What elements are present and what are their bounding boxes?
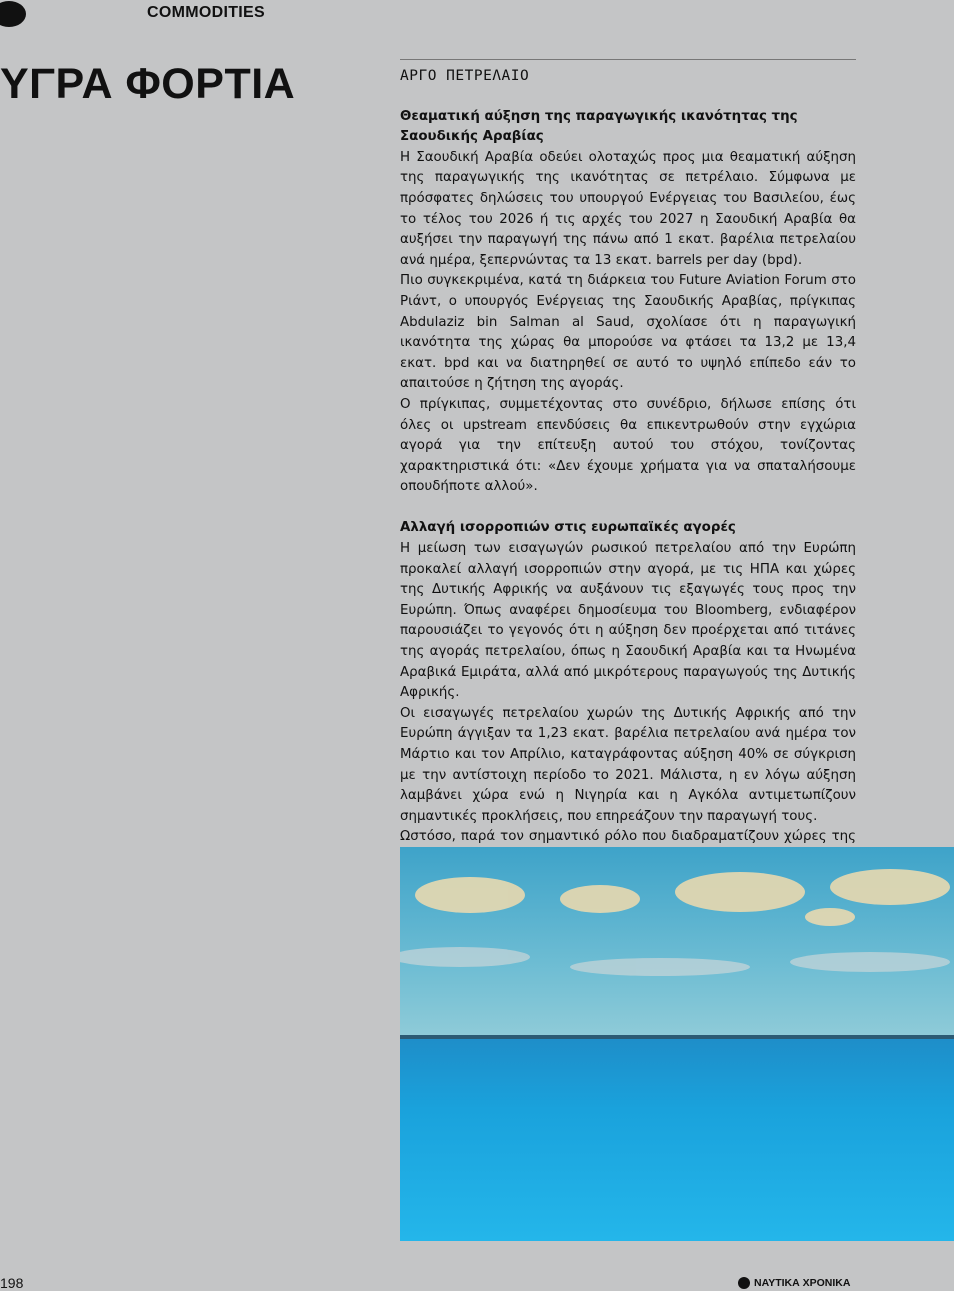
page-number: 198 (0, 1275, 24, 1291)
sea-photo (400, 847, 954, 1241)
divider (400, 59, 856, 60)
article-paragraph: Πιο συγκεκριμένα, κατά τη διάρκεια του Future Aviation Forum στο Ριάντ, ο υπουργός Ενέργειας της Σαουδικής Αραβίας, πρίγκιπας Abdulaziz bin Salman al Saud, σχολίασε ότι η παραγωγική ικανότητα της χώρας θα μπορούσε να φτάσει τα 13,2 με 13,4 εκατ. bpd και να διατηρηθεί σε αυτό το υψηλό επίπεδο εάν το απαιτούσε η ζήτηση της αγοράς. (400, 273, 856, 392)
article-subhead: Αλλαγή ισορροπιών στις ευρωπαϊκές αγορές (400, 520, 736, 536)
article-subhead: Θεαματική αύξηση της παραγωγικής ικανότητας της Σαουδικής Αραβίας (400, 108, 798, 145)
article-paragraph: Ωστόσο, παρά τον σημαντικό ρόλο που διαδραματίζουν χώρες της (400, 829, 856, 845)
article-paragraph: Ο πρίγκιπας, συμμετέχοντας στο συνέδριο, δήλωσε επίσης ότι όλες οι upstream επενδύσεις θα επικεντρωθούν στην εγχώρια αγορά για την επίτευξη αυτού του στόχου, τονίζοντας χαρακτηριστικά ότι: «Δεν έχουμε χρήματα για να σπαταλήσουμε οπουδήποτε αλλού». (400, 396, 856, 495)
brand-logo-icon (738, 1277, 750, 1289)
article-paragraph: Η Σαουδική Αραβία οδεύει ολοταχώς προς μια θεαματική αύξηση της παραγωγικής της ικανότητας σε πετρέλαιο. Σύμφωνα με πρόσφατες δηλώσεις του υπουργού Ενέργειας του Βασιλείου, έως το τέλος του 2026 ή τις αρχές του 2027 η Σαουδική Αραβία θα αυξήσει την παραγωγή της πάνω από 1 εκατ. βαρέλια πετρελαίου ανά ημέρα, ξεπερνώντας τα 13 εκατ. barrels per day (bpd). (400, 149, 856, 268)
footer-brand-name: ΝΑΥΤΙΚΑ ΧΡΟΝΙΚΑ (754, 1277, 851, 1289)
article-kicker: ΑΡΓΟ ΠΕΤΡΕΛΑΙΟ (400, 68, 530, 84)
section-label: COMMODITIES (147, 4, 265, 21)
article-body (400, 66, 856, 869)
page-title: ΥΓΡΑ ΦΟΡΤΙΑ (0, 60, 296, 108)
article-paragraph: Η μείωση των εισαγωγών ρωσικού πετρελαίου από την Ευρώπη προκαλεί αλλαγή ισορροπιών στην αγορά, με τις ΗΠΑ και χώρες της Δυτικής Αφρικής να αυξάνουν τις εξαγωγές τους προς την Ευρώπη. Όπως αναφέρει δημοσίευμα του Bloomberg, ενδιαφέρον παρουσιάζει το γεγονός ότι η αύξηση δεν προέρχεται από τιτάνες της αγοράς πετρελαίου, όπως η Σαουδική Αραβία και τα Ηνωμένα Αραβικά Εμιράτα, αλλά από μικρότερους παραγωγούς της Δυτικής Αφρικής. (400, 541, 856, 701)
footer-brand (738, 1277, 850, 1289)
article-paragraph: Οι εισαγωγές πετρελαίου χωρών της Δυτικής Αφρικής από την Ευρώπη άγγιξαν τα 1,23 εκατ. βαρέλια πετρελαίου ανά ημέρα τον Μάρτιο και τον Απρίλιο, καταγράφοντας αύξηση 40% σε σύγκριση με την αντίστοιχη περίοδο το 2021. Μάλιστα, η εν λόγω αύξηση λαμβάνει χώρα ενώ η Νιγηρία και η Αγκόλα αντιμετωπίζουν σημαντικές προκλήσεις, που επηρεάζουν την παραγωγή τους. (400, 705, 856, 824)
magazine-logo-icon (0, 1, 26, 27)
sea-photo-graphic (400, 847, 954, 1241)
